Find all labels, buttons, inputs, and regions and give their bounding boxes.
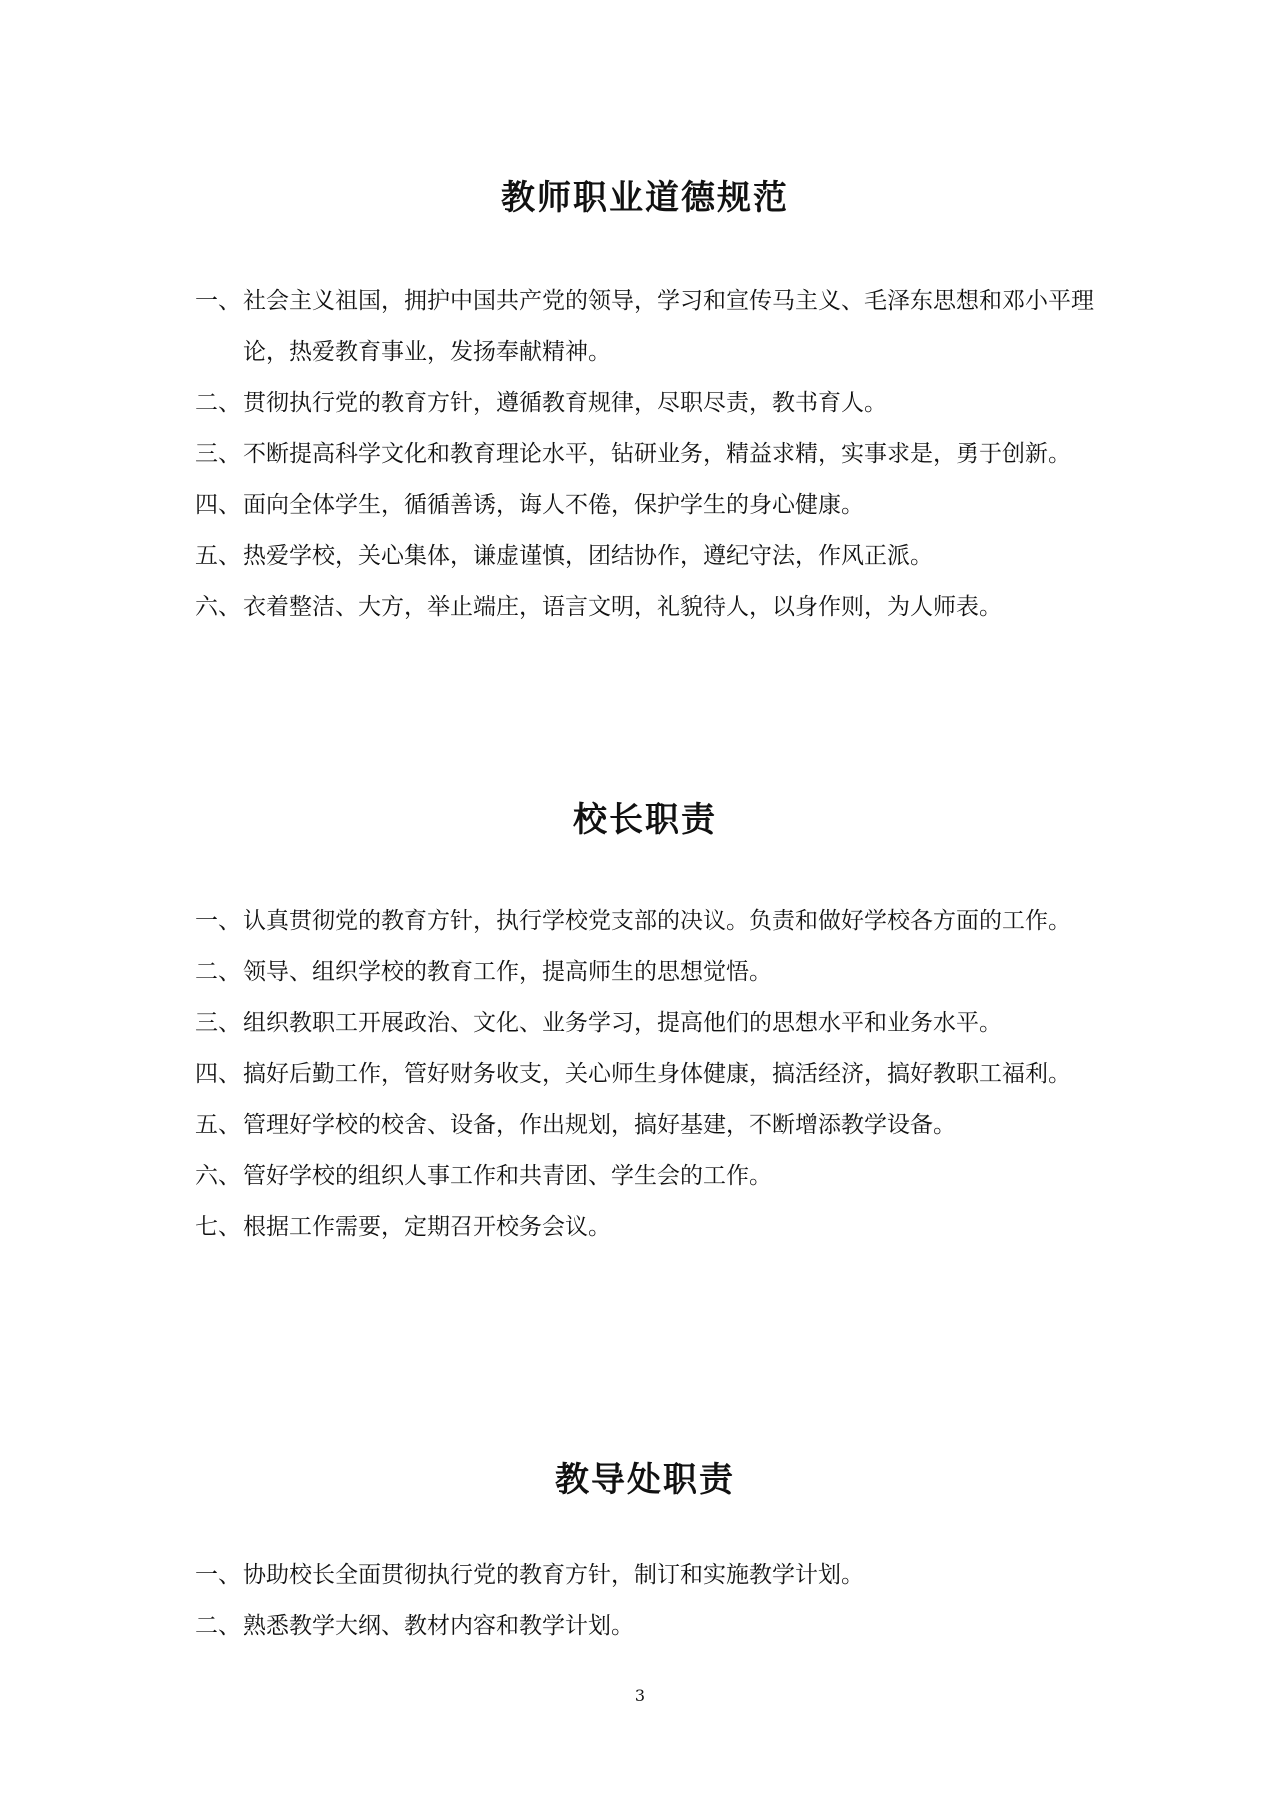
list-item — [195, 378, 1095, 429]
list-item — [195, 429, 1095, 480]
item-number: 三、 — [195, 1010, 241, 1036]
list-item — [195, 582, 1095, 633]
item-text: 领导、组织学校的教育工作，提高师生的思想觉悟。 — [243, 959, 772, 985]
item-text: 热爱学校，关心集体，谦虚谨慎，团结协作，遵纪守法，作风正派。 — [243, 543, 933, 569]
item-text: 面向全体学生，循循善诱，诲人不倦，保护学生的身心健康。 — [243, 492, 864, 518]
list-item — [195, 531, 1095, 582]
item-number: 七、 — [195, 1214, 241, 1240]
list-item — [195, 1550, 1095, 1601]
item-number: 六、 — [195, 1163, 241, 1189]
item-text: 社会主义祖国，拥护中国共产党的领导，学习和宣传马主义、毛泽东思想和邓小平理论，热爱教育事业，发扬奉献精神。 — [243, 288, 1094, 365]
item-number: 四、 — [195, 1061, 241, 1087]
list-item — [195, 276, 1095, 378]
item-text: 不断提高科学文化和教育理论水平，钻研业务，精益求精，实事求是，勇于创新。 — [243, 441, 1071, 467]
section-title: 教师职业道德规范 — [501, 178, 789, 218]
item-text: 认真贯彻党的教育方针，执行学校党支部的决议。负责和做好学校各方面的工作。 — [243, 908, 1071, 934]
item-text: 衣着整洁、大方，举止端庄，语言文明，礼貌待人，以身作则，为人师表。 — [243, 594, 1002, 620]
section-title: 校长职责 — [573, 800, 717, 840]
list-item — [195, 1100, 1095, 1151]
section-academic-office-duties — [195, 1450, 1095, 1652]
list-item — [195, 1601, 1095, 1652]
item-list — [195, 1550, 1095, 1652]
list-item — [195, 1202, 1095, 1253]
item-text: 搞好后勤工作，管好财务收支，关心师生身体健康，搞活经济，搞好教职工福利。 — [243, 1061, 1071, 1087]
item-text: 根据工作需要，定期召开校务会议。 — [243, 1214, 611, 1240]
item-number: 二、 — [195, 1613, 241, 1639]
item-text: 管理好学校的校舍、设备，作出规划，搞好基建，不断增添教学设备。 — [243, 1112, 956, 1138]
list-item — [195, 1151, 1095, 1202]
page-number: 3 — [634, 1686, 646, 1705]
item-number: 二、 — [195, 959, 241, 985]
item-list — [195, 896, 1095, 1253]
item-list — [195, 276, 1095, 633]
list-item — [195, 1049, 1095, 1100]
item-number: 三、 — [195, 441, 241, 467]
list-item — [195, 998, 1095, 1049]
list-item — [195, 896, 1095, 947]
section-title: 教导处职责 — [555, 1460, 735, 1500]
item-number: 五、 — [195, 543, 241, 569]
item-text: 组织教职工开展政治、文化、业务学习，提高他们的思想水平和业务水平。 — [243, 1010, 1002, 1036]
item-text: 管好学校的组织人事工作和共青团、学生会的工作。 — [243, 1163, 772, 1189]
item-text: 熟悉教学大纲、教材内容和教学计划。 — [243, 1613, 634, 1639]
item-number: 一、 — [195, 288, 241, 314]
item-text: 贯彻执行党的教育方针，遵循教育规律，尽职尽责，教书育人。 — [243, 390, 887, 416]
item-number: 一、 — [195, 1562, 241, 1588]
item-number: 二、 — [195, 390, 241, 416]
item-number: 五、 — [195, 1112, 241, 1138]
item-text: 协助校长全面贯彻执行党的教育方针，制订和实施教学计划。 — [243, 1562, 864, 1588]
section-principal-duties — [195, 790, 1095, 1253]
section-teacher-ethics — [195, 168, 1095, 633]
list-item — [195, 480, 1095, 531]
item-number: 六、 — [195, 594, 241, 620]
item-number: 四、 — [195, 492, 241, 518]
item-number: 一、 — [195, 908, 241, 934]
list-item — [195, 947, 1095, 998]
